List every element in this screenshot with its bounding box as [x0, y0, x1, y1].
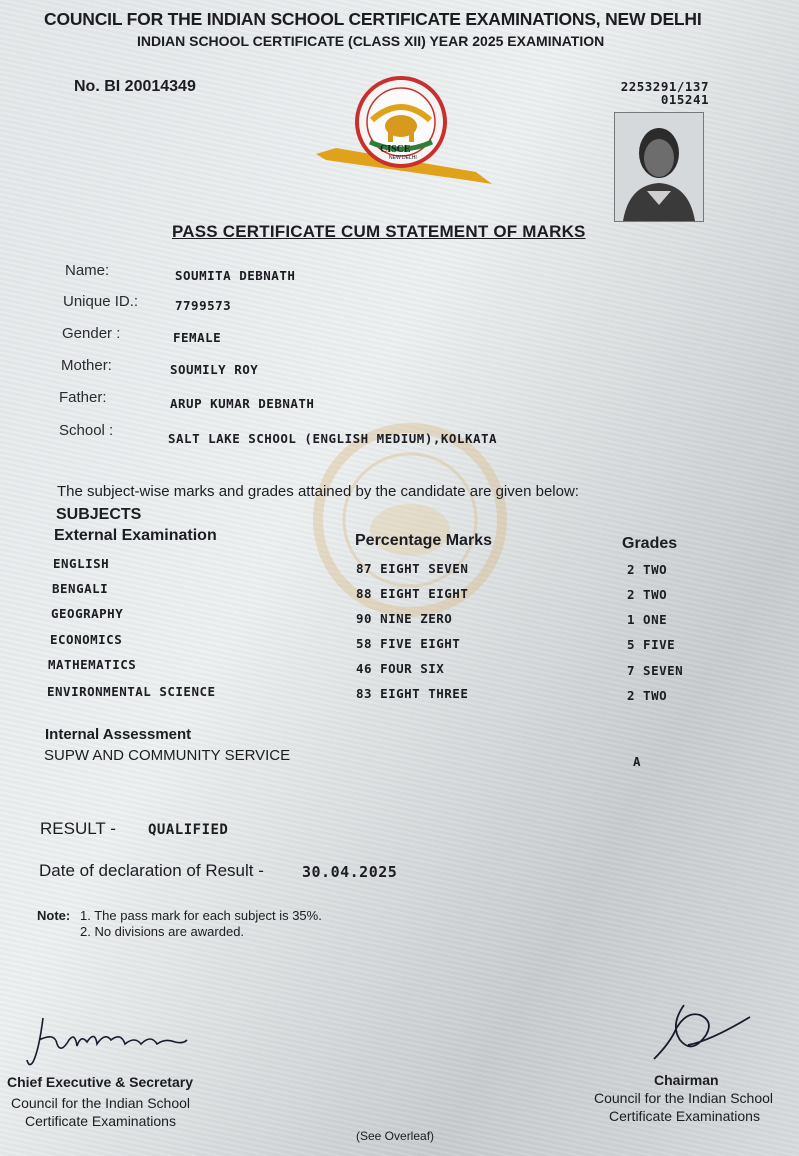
- name-value: SOUMITA DEBNATH: [175, 268, 296, 283]
- table-row-marks: 46 FOUR SIX: [356, 661, 445, 676]
- table-row-subject: MATHEMATICS: [48, 657, 137, 672]
- school-label: School :: [59, 422, 114, 439]
- result-label: RESULT -: [40, 819, 116, 838]
- chairman-title: Chairman: [654, 1072, 719, 1088]
- exam-heading: INDIAN SCHOOL CERTIFICATE (CLASS XII) YEAR 2025 EXAMINATION: [137, 33, 605, 49]
- cisce-logo-icon: [306, 76, 496, 196]
- secretary-title: Chief Executive & Secretary: [7, 1074, 193, 1090]
- internal-subject: SUPW AND COMMUNITY SERVICE: [44, 747, 291, 764]
- council-heading: COUNCIL FOR THE INDIAN SCHOOL CERTIFICATE EXAMINATIONS, NEW DELHI: [44, 9, 702, 29]
- unique-id-value: 7799573: [175, 298, 232, 313]
- subjects-heading: SUBJECTS: [56, 506, 142, 523]
- secretary-org-line-1: Council for the Indian School: [11, 1095, 190, 1111]
- father-value: ARUP KUMAR DEBNATH: [170, 396, 315, 411]
- table-row-grade: 1 ONE: [627, 612, 668, 627]
- chairman-signature-icon: [640, 995, 760, 1070]
- table-row-subject: ENVIRONMENTAL SCIENCE: [47, 684, 216, 699]
- table-row-marks: 90 NINE ZERO: [356, 611, 453, 626]
- table-row-marks: 88 EIGHT EIGHT: [356, 586, 469, 601]
- internal-assessment-heading: Internal Assessment: [45, 726, 192, 743]
- logo-subtext: NEW DELHI: [389, 155, 417, 161]
- unique-id-label: Unique ID.:: [63, 293, 139, 310]
- candidate-photo: [614, 112, 704, 222]
- logo-text: CISCE: [380, 144, 411, 155]
- table-row-grade: 2 TWO: [627, 688, 668, 703]
- secretary-signature-icon: [25, 1010, 190, 1070]
- school-value: SALT LAKE SCHOOL (ENGLISH MEDIUM),KOLKATA: [168, 431, 498, 446]
- external-exam-heading: External Examination: [54, 527, 217, 544]
- chairman-org-line-1: Council for the Indian School: [594, 1090, 773, 1106]
- table-row-marks: 87 EIGHT SEVEN: [356, 561, 469, 576]
- reference-line-1: 2253291/137: [620, 79, 709, 94]
- table-row-subject: ECONOMICS: [50, 632, 123, 647]
- declaration-date-label: Date of declaration of Result -: [39, 861, 264, 880]
- table-row-subject: GEOGRAPHY: [51, 606, 124, 621]
- table-row-subject: BENGALI: [52, 581, 109, 596]
- percentage-marks-heading: Percentage Marks: [355, 532, 492, 549]
- table-row-grade: 2 TWO: [627, 562, 668, 577]
- table-row-grade: 5 FIVE: [627, 637, 676, 652]
- father-label: Father:: [59, 389, 107, 406]
- internal-grade: A: [633, 754, 642, 769]
- table-row-marks: 58 FIVE EIGHT: [356, 636, 461, 651]
- certificate-number: No. BI 20014349: [74, 78, 196, 95]
- reference-number: [621, 80, 709, 106]
- see-overleaf: (See Overleaf): [356, 1129, 435, 1143]
- note-item: 1. The pass mark for each subject is 35%.: [80, 908, 322, 923]
- table-row-grade: 2 TWO: [627, 587, 668, 602]
- person-photo-icon: [615, 113, 703, 221]
- gender-value: FEMALE: [173, 330, 222, 345]
- note-item: 2. No divisions are awarded.: [80, 924, 245, 939]
- chairman-org-line-2: Certificate Examinations: [609, 1108, 760, 1124]
- table-row-marks: 83 EIGHT THREE: [356, 686, 469, 701]
- mother-label: Mother:: [61, 357, 112, 374]
- declaration-date-value: 30.04.2025: [302, 863, 398, 881]
- note-label: Note:: [37, 908, 71, 923]
- table-row-subject: ENGLISH: [53, 556, 110, 571]
- name-label: Name:: [65, 262, 110, 279]
- grades-heading: Grades: [622, 535, 678, 552]
- marks-intro: The subject-wise marks and grades attained by the candidate are given below:: [57, 483, 579, 500]
- result-value: QUALIFIED: [148, 822, 229, 838]
- reference-line-2: 015241: [660, 92, 709, 107]
- certificate-title: PASS CERTIFICATE CUM STATEMENT OF MARKS: [172, 222, 586, 241]
- secretary-org-line-2: Certificate Examinations: [25, 1113, 176, 1129]
- mother-value: SOUMILY ROY: [170, 362, 259, 377]
- table-row-grade: 7 SEVEN: [627, 663, 684, 678]
- gender-label: Gender :: [62, 325, 121, 342]
